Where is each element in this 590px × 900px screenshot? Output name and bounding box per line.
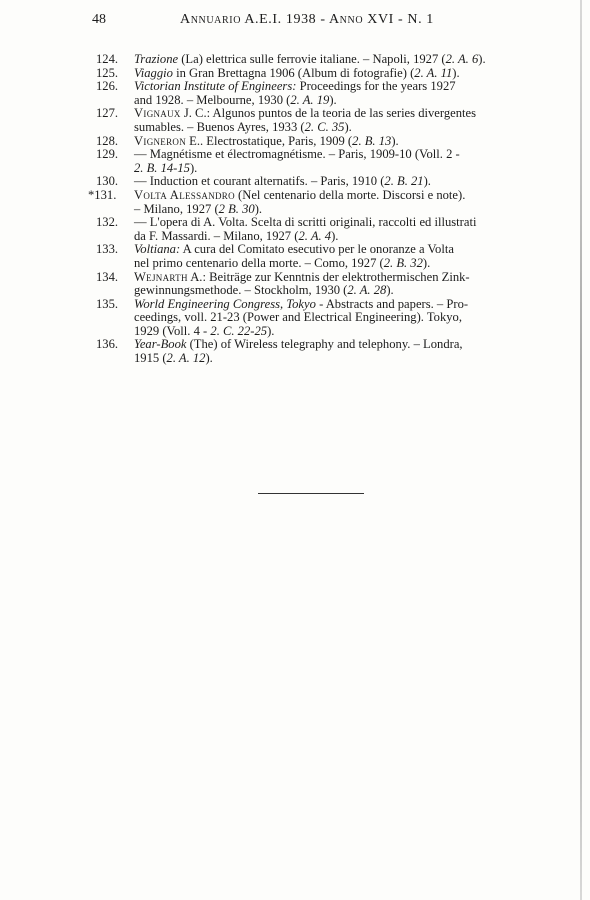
entry-continuation-line bbox=[134, 203, 538, 217]
entry-text: ). bbox=[331, 228, 339, 243]
entry-text: — L'opera di A. Volta. Scelta di scritti originali, raccolti ed illustrati bbox=[134, 215, 477, 230]
entry-continuation-line bbox=[134, 121, 538, 135]
entry-number: 124. bbox=[96, 52, 119, 66]
entry-line bbox=[134, 148, 538, 162]
entry-text: Proceedings for the years 1927 bbox=[296, 79, 456, 94]
italic-segment: 2. B. 14-15 bbox=[134, 160, 190, 175]
author-name: Volta Alessandro bbox=[134, 187, 235, 202]
entry-text: da F. Massardi. – Milano, 1927 ( bbox=[134, 228, 299, 243]
author-name: Vignaux bbox=[134, 106, 181, 121]
bibliography-entry bbox=[96, 80, 538, 107]
entry-continuation-line bbox=[134, 325, 538, 339]
page-edge-shadow bbox=[580, 0, 582, 900]
page-number: 48 bbox=[92, 12, 106, 27]
entry-text: ). bbox=[189, 160, 198, 175]
entry-text: ). bbox=[386, 283, 394, 298]
author-name: Wejnarth bbox=[134, 269, 188, 284]
bibliography-entry bbox=[96, 175, 538, 189]
entry-text: - Abstracts and papers. – Pro- bbox=[315, 296, 469, 311]
entry-text: ). bbox=[329, 92, 337, 107]
entry-number: 135. bbox=[96, 296, 119, 311]
entry-number: 126. bbox=[96, 79, 119, 94]
entry-continuation-line bbox=[134, 94, 538, 108]
italic-segment: Voltiana: bbox=[134, 242, 181, 257]
entry-number: 133. bbox=[96, 242, 119, 257]
entry-line bbox=[134, 216, 538, 230]
italic-segment: Year-Book bbox=[134, 337, 187, 352]
italic-segment: 2. B. 13 bbox=[352, 133, 392, 148]
entry-text: E.. Electrostatique, Paris, 1909 ( bbox=[186, 133, 353, 148]
entry-text: ceedings, voll. 21-23 (Power and Electrical Engineering). Tokyo, bbox=[134, 310, 462, 325]
bibliography-entry bbox=[96, 338, 538, 365]
bibliography-entry bbox=[96, 135, 538, 149]
entry-text: A.: Beiträge zur Kenntnis der elektrothermischen Zink- bbox=[187, 269, 470, 284]
bibliography-entry bbox=[96, 67, 538, 81]
entry-text: ). bbox=[423, 174, 431, 189]
entry-continuation-line bbox=[134, 162, 538, 176]
italic-segment: World Engineering Congress, Tokyo bbox=[134, 296, 316, 311]
bibliography-entry bbox=[96, 107, 538, 134]
entry-line bbox=[134, 298, 538, 312]
section-divider bbox=[258, 493, 364, 494]
entry-number: 134. bbox=[96, 269, 119, 284]
entry-number: 130. bbox=[96, 174, 119, 189]
entry-line bbox=[134, 271, 538, 285]
entry-text: J. C.: Algunos puntos de la teoria de las series divergentes bbox=[180, 106, 477, 121]
page-header bbox=[92, 12, 548, 36]
entry-continuation-line bbox=[134, 352, 538, 366]
author-name: Vigneron bbox=[134, 133, 186, 148]
italic-segment: 2. A. 12 bbox=[166, 351, 206, 366]
entry-text: – Milano, 1927 ( bbox=[134, 201, 219, 216]
entry-line bbox=[134, 67, 538, 81]
bibliography-entry bbox=[96, 148, 538, 175]
entry-text: ). bbox=[205, 351, 213, 366]
entry-text: ). bbox=[391, 133, 399, 148]
entry-number: 125. bbox=[96, 65, 119, 80]
entry-line bbox=[134, 135, 538, 149]
entry-line bbox=[134, 243, 538, 257]
italic-segment: 2. A. 19 bbox=[290, 92, 330, 107]
entry-text: — Induction et courant alternatifs. – Paris, 1910 ( bbox=[134, 174, 385, 189]
running-title: Annuario A.E.I. 1938 - Anno XVI - N. 1 bbox=[180, 12, 434, 27]
entry-number: 128. bbox=[96, 133, 119, 148]
italic-segment: Trazione bbox=[134, 52, 179, 66]
entry-text: (La) elettrica sulle ferrovie italiane. – Napoli, 1927 ( bbox=[178, 52, 446, 66]
entry-text: ). bbox=[478, 52, 486, 66]
entry-text: 1915 ( bbox=[134, 351, 167, 366]
entry-text: (Nel centenario della morte. Discorsi e note). bbox=[234, 187, 466, 202]
entry-line bbox=[134, 189, 538, 203]
entry-continuation-line bbox=[134, 311, 538, 325]
bibliography-entry bbox=[96, 243, 538, 270]
italic-segment: 2. A. 28 bbox=[347, 283, 387, 298]
entry-number: *131. bbox=[88, 187, 117, 202]
entry-line bbox=[134, 80, 538, 94]
entry-text: ). bbox=[422, 255, 431, 270]
bibliography-entry bbox=[96, 216, 538, 243]
entry-text: ). bbox=[452, 65, 460, 80]
italic-segment: 2. B. 21 bbox=[384, 174, 424, 189]
italic-segment: 2. B. 32 bbox=[383, 255, 423, 270]
entry-continuation-line bbox=[134, 257, 538, 271]
entry-number: 136. bbox=[96, 337, 119, 352]
entry-line bbox=[134, 338, 538, 352]
entry-continuation-line bbox=[134, 284, 538, 298]
entry-text: in Gran Brettagna 1906 (Album di fotografie) ( bbox=[172, 65, 415, 80]
entry-number: 127. bbox=[96, 106, 119, 121]
italic-segment: 2. A. 11 bbox=[414, 65, 453, 80]
entry-text: ). bbox=[344, 119, 352, 134]
entry-text: gewinnungsmethode. – Stockholm, 1930 ( bbox=[134, 283, 348, 298]
italic-segment: Viaggio bbox=[134, 65, 173, 80]
entry-text: ). bbox=[254, 201, 263, 216]
italic-segment: 2 B. 30 bbox=[218, 201, 255, 216]
bibliography-entry bbox=[96, 53, 538, 67]
entry-text: (The) of Wireless telegraphy and telephony. – Londra, bbox=[186, 337, 463, 352]
entry-text: 1929 (Voll. 4 - bbox=[134, 323, 211, 338]
bibliography-entry bbox=[96, 271, 538, 298]
italic-segment: 2. C. 22-25 bbox=[210, 323, 268, 338]
italic-segment: Victorian Institute of Engineers: bbox=[134, 79, 297, 94]
entry-line bbox=[134, 107, 538, 121]
entry-line bbox=[134, 175, 538, 189]
entry-number: 129. bbox=[96, 147, 119, 162]
italic-segment: 2. A. 4 bbox=[298, 228, 332, 243]
italic-segment: 2. A. 6 bbox=[445, 52, 479, 66]
entry-text: nel primo centenario della morte. – Como, 1927 ( bbox=[134, 255, 384, 270]
entry-text: and 1928. – Melbourne, 1930 ( bbox=[134, 92, 291, 107]
bibliography-list bbox=[88, 52, 538, 366]
entry-text: A cura del Comitato esecutivo per le onoranze a Volta bbox=[180, 242, 454, 257]
entry-continuation-line bbox=[134, 230, 538, 244]
entry-text: sumables. – Buenos Ayres, 1933 ( bbox=[134, 119, 305, 134]
entry-text: ). bbox=[267, 323, 275, 338]
entry-line bbox=[134, 53, 538, 67]
bibliography-entry bbox=[88, 187, 538, 216]
entry-text: — Magnétisme et électromagnétisme. – Paris, 1909-10 (Voll. 2 - bbox=[134, 147, 460, 162]
entry-number: 132. bbox=[96, 215, 119, 230]
bibliography-entry bbox=[96, 298, 538, 339]
italic-segment: 2. C. 35 bbox=[304, 119, 345, 134]
